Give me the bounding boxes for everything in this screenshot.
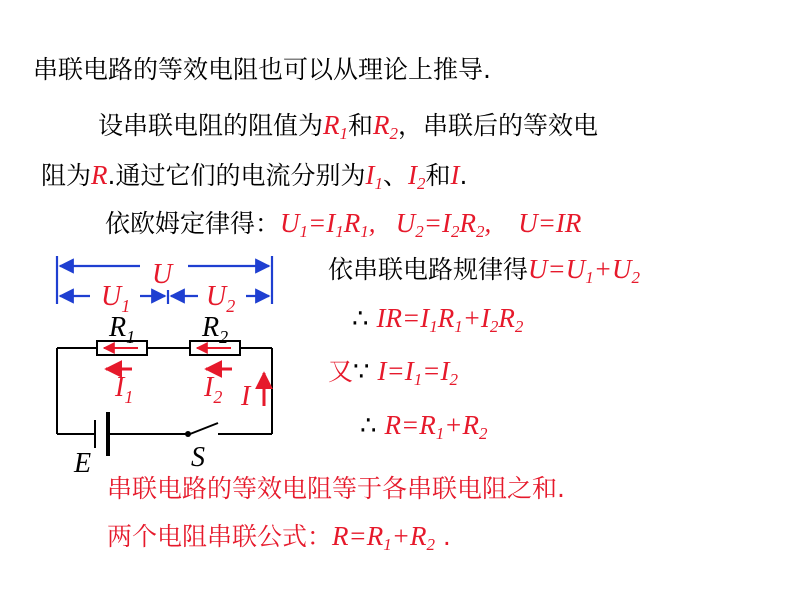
setup-text: 设串联电阻的阻值为 bbox=[98, 111, 324, 140]
intro-text: 串联电路的等效电阻也可以从理论上推导. bbox=[33, 55, 491, 84]
series-equation: $U=U_1+U_2$ bbox=[528, 254, 640, 287]
and-text: 和 bbox=[348, 111, 374, 140]
therefore-symbol: ∴ bbox=[352, 304, 369, 334]
formula-equation: $R=R_1+R_2$ bbox=[332, 521, 435, 554]
you-text: 又 bbox=[328, 357, 354, 386]
battery-symbol bbox=[95, 412, 108, 456]
separator: 、 bbox=[382, 161, 408, 190]
switch-contact bbox=[185, 431, 191, 437]
label-i2: $I_2$ bbox=[204, 372, 223, 407]
therefore-equation: $IR=I_1R_1+I_2R_2$ bbox=[376, 303, 524, 336]
setup-text-4: .通过它们的电流分别为 bbox=[107, 161, 366, 190]
setup-text-2: ，串联后的等效电 bbox=[398, 111, 599, 140]
period: . bbox=[459, 161, 468, 190]
setup-text-3: 阻为 bbox=[41, 161, 92, 190]
i2-symbol: $I_2$ bbox=[407, 160, 426, 193]
circuit-wires bbox=[57, 348, 272, 434]
conclusion-text: 串联电路的等效电阻等于各串联电阻之和. bbox=[107, 474, 565, 503]
label-u1: $U_1$ bbox=[101, 281, 131, 316]
r2-symbol: $R_2$ bbox=[373, 110, 399, 143]
r1-symbol: $R_1$ bbox=[323, 110, 349, 143]
label-r2: $R_2$ bbox=[202, 312, 229, 347]
r-symbol: R bbox=[91, 160, 108, 190]
label-r1: $R_1$ bbox=[109, 312, 136, 347]
label-i1: $I_1$ bbox=[115, 372, 134, 407]
formula-period: . bbox=[442, 522, 451, 551]
ohm-equations: $U_1=I_1R_1$, $U_2=I_2R_2$, U=IR bbox=[280, 208, 582, 241]
therefore-symbol-2: ∴ bbox=[360, 411, 377, 441]
result-equation: $R=R_1+R_2$ bbox=[384, 410, 488, 443]
formula-label: 两个电阻串联公式： bbox=[107, 522, 333, 551]
label-u: U bbox=[152, 259, 173, 290]
ohm-label: 依欧姆定律得： bbox=[105, 209, 281, 238]
because-symbol: ∵ bbox=[353, 357, 370, 387]
i-symbol: I bbox=[450, 160, 460, 190]
label-i: I bbox=[241, 381, 251, 412]
label-s: S bbox=[191, 442, 205, 473]
and-text-2: 和 bbox=[425, 161, 451, 190]
label-e: E bbox=[74, 448, 92, 479]
because-equation: $I=I_1=I_2$ bbox=[377, 356, 458, 389]
i1-symbol: $I_1$ bbox=[365, 160, 383, 193]
label-u2: $U_2$ bbox=[206, 281, 236, 316]
series-label: 依串联电路规律得 bbox=[328, 255, 529, 284]
